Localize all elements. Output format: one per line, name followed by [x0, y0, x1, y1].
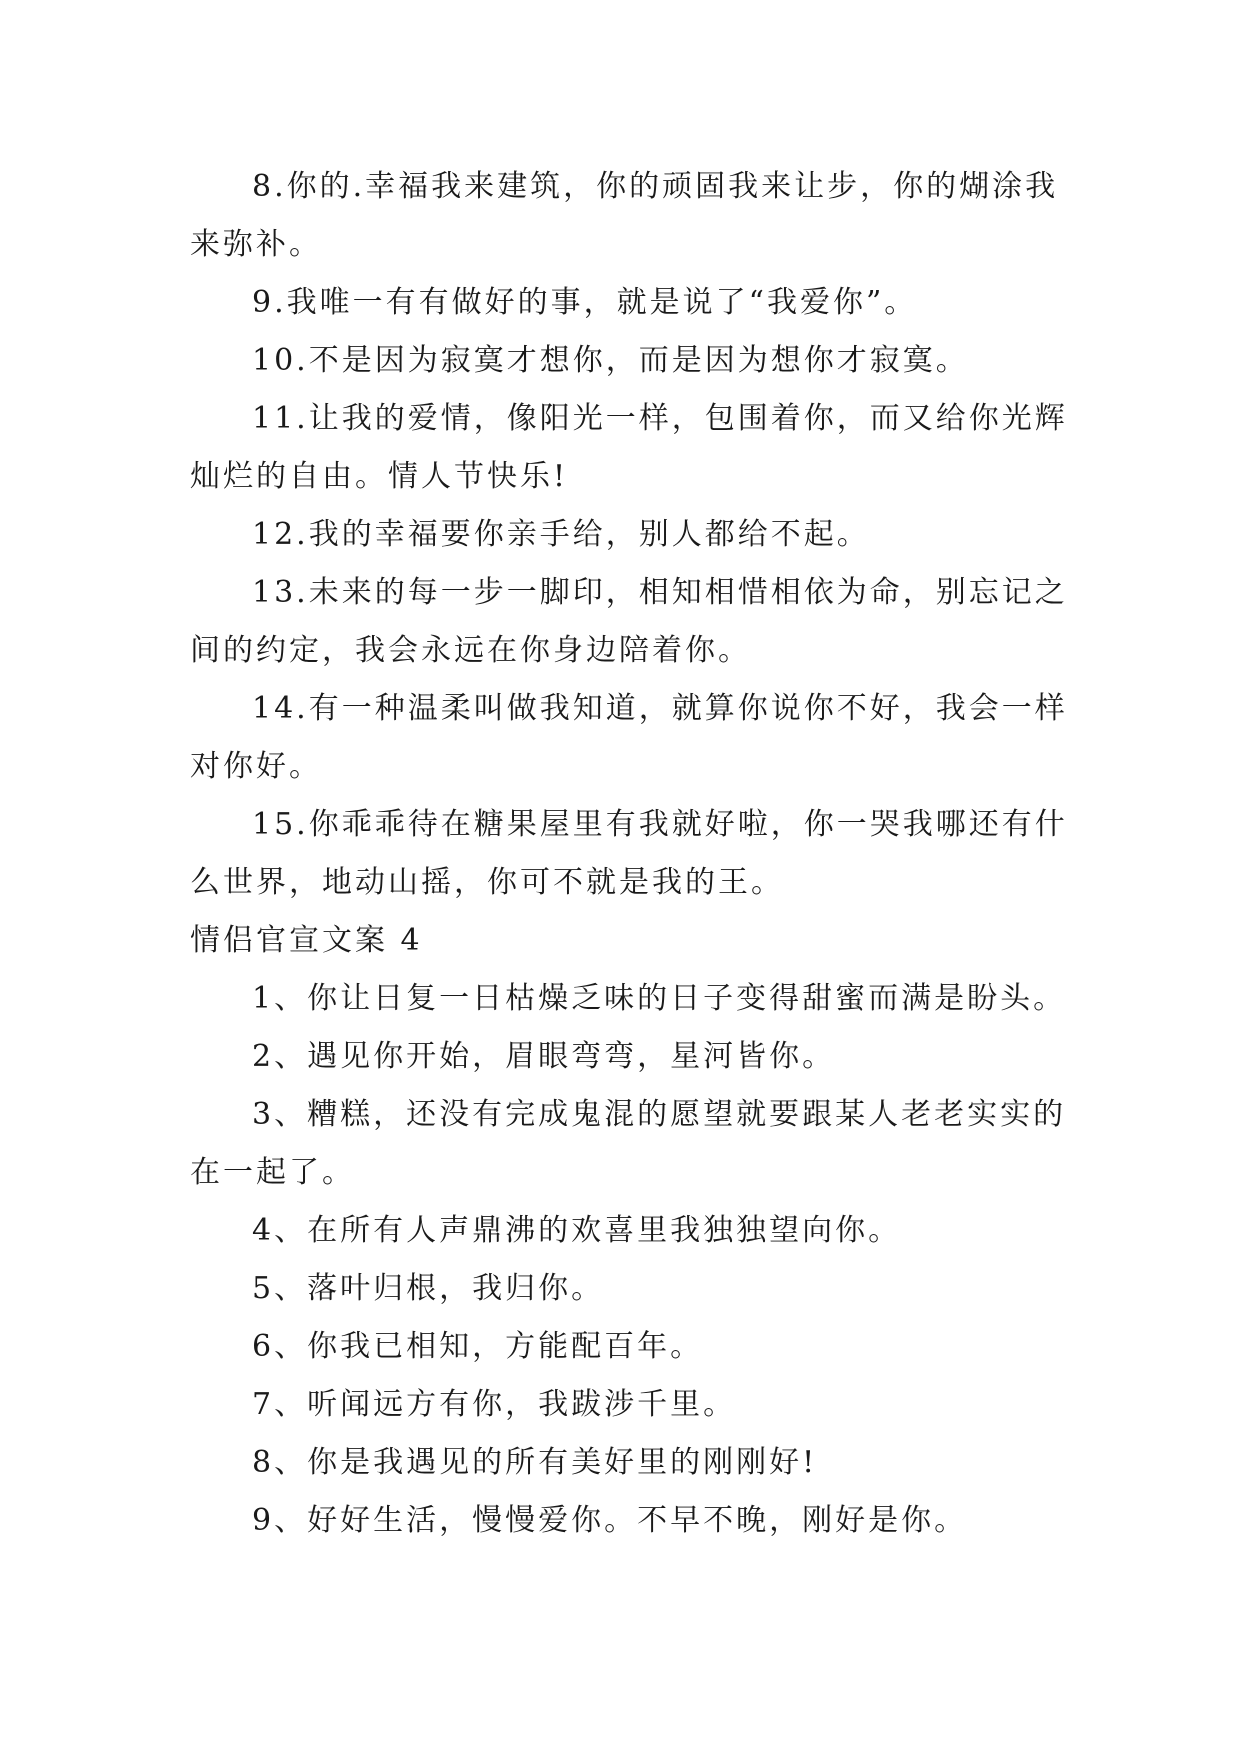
paragraph-item: 5、落叶归根，我归你。	[252, 1271, 605, 1306]
paragraph-item: 6、你我已相知，方能配百年。	[252, 1329, 704, 1364]
section-heading: 情侣官宣文案 4	[190, 923, 423, 958]
paragraph-item: 1、你让日复一日枯燥乏味的日子变得甜蜜而满是盼头。	[252, 981, 1067, 1016]
paragraph-item: 15.你乖乖待在糖果屋里有我就好啦，你一哭我哪还有什么世界，地动山摇，你可不就是我的王。	[190, 807, 1068, 900]
paragraph-item: 2、遇见你开始，眉眼弯弯，星河皆你。	[252, 1039, 836, 1074]
paragraph-item: 7、听闻远方有你，我跋涉千里。	[252, 1387, 737, 1422]
paragraph-item: 13.未来的每一步一脚印，相知相惜相依为命，别忘记之间的约定，我会永远在你身边陪着你。	[190, 575, 1068, 668]
paragraph-item: 9.我唯一有有做好的事，就是说了“我爱你”。	[252, 285, 918, 320]
document-body	[190, 158, 1070, 1550]
paragraph-item: 8、你是我遇见的所有美好里的刚刚好!	[252, 1445, 818, 1480]
paragraph-item: 9、好好生活，慢慢爱你。不早不晚，刚好是你。	[252, 1503, 968, 1538]
paragraph-item: 10.不是因为寂寞才想你，而是因为想你才寂寞。	[252, 343, 969, 378]
paragraph-item: 14.有一种温柔叫做我知道，就算你说你不好，我会一样对你好。	[190, 691, 1068, 784]
paragraph-item: 3、糟糕，还没有完成鬼混的愿望就要跟某人老老实实的在一起了。	[190, 1097, 1067, 1190]
paragraph-item: 11.让我的爱情，像阳光一样，包围着你，而又给你光辉灿烂的自由。情人节快乐!	[190, 401, 1068, 494]
paragraph-item: 8.你的.幸福我来建筑，你的顽固我来让步，你的煳涂我来弥补。	[190, 169, 1059, 262]
paragraph-item: 4、在所有人声鼎沸的欢喜里我独独望向你。	[252, 1213, 902, 1248]
paragraph-item: 12.我的幸福要你亲手给，别人都给不起。	[252, 517, 870, 552]
